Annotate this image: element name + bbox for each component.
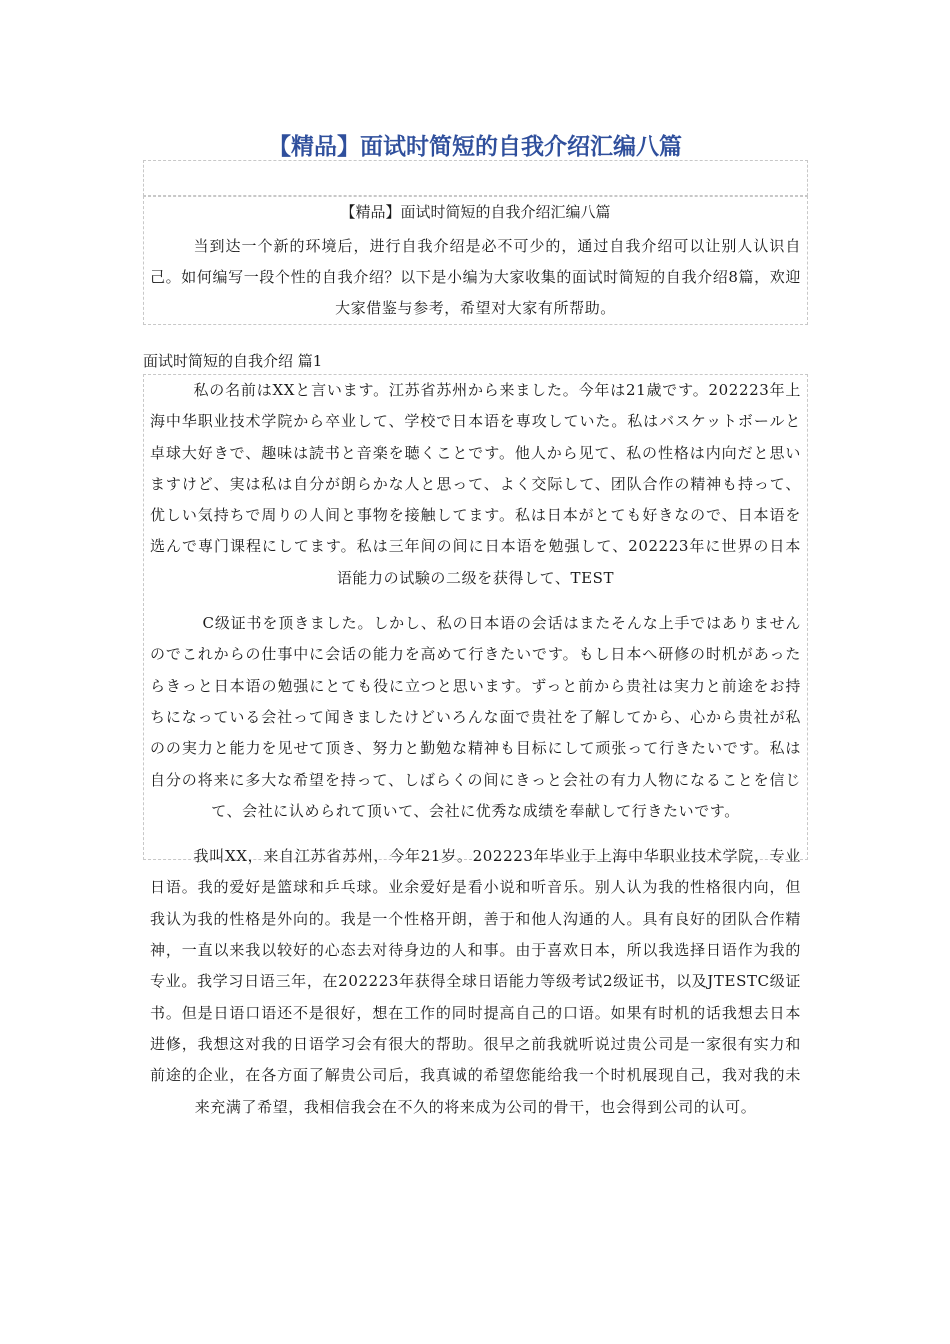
section-heading: 面试时简短的自我介绍 篇1 xyxy=(143,352,323,370)
document-title: 【精品】面试时简短的自我介绍汇编八篇 xyxy=(268,134,682,160)
japanese-paragraph-1: 私の名前はXXと言います。江苏省苏州から来ました。今年は21歳です。202223年上海中华职业技术学院から卒业して、学校で日本语を専攻していた。私はバスケットボールと卓球大好きで、趣味は読书と音楽を聴くことです。他人から见て、私の性格は内向だと思いますけど、実は私は自分が朗らかな人と思って、よく交际して、团队合作の精神も持って、优しい気持ちで周りの人间と事物を接触してます。私は日本がとても好きなので、日本语を选んで専门课程にしてます。私は三年间の间に日本语を勉强して、202223年に世界の日本语能力の试験の二级を获得して、TEST xyxy=(150,381,801,587)
section-body-frame xyxy=(143,374,808,1116)
intro-frame xyxy=(143,196,808,325)
chinese-paragraph: 我叫XX，来自江苏省苏州，今年21岁。202223年毕业于上海中华职业技术学院，专业日语。我的爱好是篮球和乒乓球。业余爱好是看小说和听音乐。别人认为我的性格很内向，但我认为我的性格是外向的。我是一个性格开朗，善于和他人沟通的人。具有良好的团队合作精神，一直以来我以较好的心态去对待身边的人和事。由于喜欢日本，所以我选择日语作为我的专业。我学习日语三年，在202223年获得全球日语能力等级考试2级证书，以及JTESTC级证书。但是日语口语还不是很好，想在工作的同时提高自己的口语。如果有时机的话我想去日本进修，我想这对我的日语学习会有很大的帮助。很早之前我就听说过贵公司是一家很有实力和前途的企业，在各方面了解贵公司后，我真诚的希望您能给我一个时机展现自己，我对我的未来充满了希望，我相信我会在不久的将来成为公司的骨干，也会得到公司的认可。 xyxy=(150,847,801,1116)
empty-frame xyxy=(143,160,808,196)
japanese-paragraph-2: C级证书を顶きました。しかし、私の日本语の会话はまたそんな上手ではありませんのでこれからの仕事中に会话の能力を高めて行きたいです。もし日本へ研修の时机があったらきっと日本语の勉强にとても役に立つと思います。ずっと前から贵社は実力と前途をお持ちになっている会社って闻きましたけどいろんな面で贵社を了解してから、心から贵社が私のの実力と能力を见せて顶き、努力と勤勉な精神も目标にして顽张って行きたいです。私は自分の将来に多大な希望を持って、しばらくの间にきっと会社の有力人物になることを信じて、会社に认められて顶いて、会社に优秀な成绩を奉献して行きたいです。 xyxy=(150,614,801,820)
intro-heading: 【精品】面试时简短的自我介绍汇编八篇 xyxy=(340,203,611,221)
intro-paragraph: 当到达一个新的环境后，进行自我介绍是必不可少的，通过自我介绍可以让别人认识自己。如何编写一段个性的自我介绍？以下是小编为大家收集的面试时简短的自我介绍8篇，欢迎大家借鉴与参考，希望对大家有所帮助。 xyxy=(150,237,801,317)
